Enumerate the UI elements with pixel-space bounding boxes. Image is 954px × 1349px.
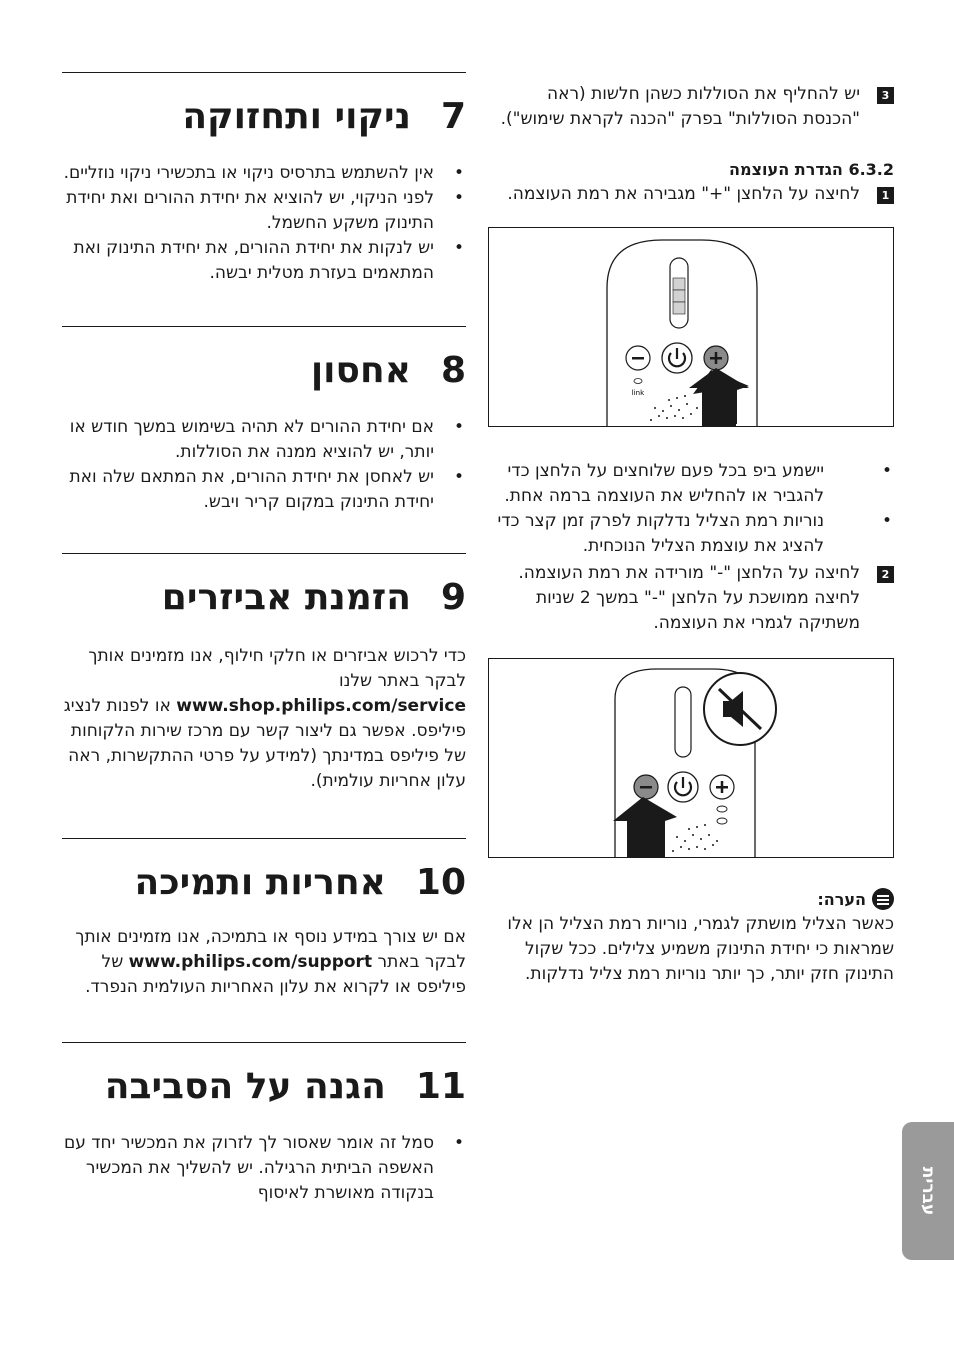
section-storage bbox=[62, 326, 466, 515]
section-accessories bbox=[62, 553, 466, 794]
list-item: • אם יחידת ההורים לא תהיה בשימוש במשך חודש או יותר, יש להוציא ממנה את הסוללות. bbox=[62, 415, 466, 465]
step-text: יש להחליף את הסוללות כשהן חלשות (ראה "הכנסת הסוללות" בפרק "הכנה לקראת שימוש"). bbox=[500, 84, 860, 129]
body-text: של פיליפס או לקרוא את עלון האחריות העולמית הנפרד. bbox=[85, 952, 466, 997]
step-text: לחיצה על הלחצן "-" מורידה את רמת העוצמה. לחיצה ממושכת על הלחצן "-" במשך 2 שניות משתיקה לגמרי את העוצמה. bbox=[518, 563, 860, 633]
step-text: לחיצה על הלחצן "+" מגבירה את רמת העוצמה. bbox=[507, 184, 860, 204]
list-item: • נוריות רמת הצליל נדלקות לפרק זמן קצר כדי להציג את עוצמת הצליל הנוכחית. bbox=[488, 509, 894, 559]
section-body bbox=[62, 644, 466, 794]
section-environment bbox=[62, 1042, 466, 1206]
body-text: כדי לרכוש אביזרים או חלקי חילוף, אנו מזמינים אותך לבקר באתר שלנו bbox=[88, 646, 466, 691]
section-number: 11 bbox=[415, 1065, 466, 1107]
list-item: • סמל זה אומר שאסור לך לזרוק את המכשיר יחד עם האשפה הביתית הרגילה. יש להשליך את המכשיר בנקודה מאושרת לאיסוף bbox=[62, 1131, 466, 1206]
link-label: link bbox=[631, 389, 645, 397]
note-icon bbox=[872, 888, 894, 910]
body-text: אם יש צורך במידע נוסף או בתמיכה, אנו מזמינים אותך לבקר באתר bbox=[75, 927, 466, 972]
volume-down-illustration bbox=[488, 658, 894, 858]
language-tab-label: עברית bbox=[918, 1166, 938, 1216]
section-body bbox=[62, 925, 466, 1000]
step-2 bbox=[488, 561, 894, 636]
bullet-list bbox=[62, 161, 466, 286]
step-3 bbox=[488, 82, 894, 132]
body-text: או לפנות לנציג פיליפס. אפשר גם ליצור קשר עם מרכז שירות הלקוחות של פיליפס במדינתך (למידע על פרטי ההתקשרות, ראה עלון אחריות עולמית). bbox=[63, 696, 466, 791]
note-text: כאשר הצליל מושתק לגמרי, נוריות רמת הצליל הן אלו שמראות כי יחידת התינוק משמיע צלילים. ככל שקול התינוק חזק יותר, כך יותר נוריות רמת צליל נדלקות. bbox=[507, 914, 894, 984]
left-column bbox=[62, 72, 466, 1206]
section-title: הזמנת אביזרים bbox=[161, 576, 411, 618]
language-tab bbox=[902, 1122, 954, 1260]
volume-up-illustration bbox=[488, 227, 894, 427]
list-item: • יש לאחסן את יחידת ההורים, את המתאם שלה ואת יחידת התינוק במקום קריר ויבש. bbox=[62, 465, 466, 515]
step-number: 1 bbox=[877, 187, 894, 204]
section-number: 7 bbox=[440, 95, 466, 137]
bullet-list bbox=[62, 415, 466, 515]
step-number: 3 bbox=[877, 87, 894, 104]
section-title: אחריות ותמיכה bbox=[134, 861, 386, 903]
subsection-heading: 6.3.2 הגדרת העוצמה bbox=[729, 160, 894, 179]
section-number: 10 bbox=[415, 861, 466, 903]
note-heading bbox=[488, 888, 894, 910]
section-warranty bbox=[62, 838, 466, 1000]
support-link[interactable]: www.philips.com/support bbox=[128, 952, 373, 972]
section-cleaning bbox=[62, 72, 466, 286]
step-1 bbox=[488, 182, 894, 207]
section-title: ניקוי ותחזוקה bbox=[182, 95, 411, 137]
shop-link[interactable]: www.shop.philips.com/service bbox=[176, 696, 466, 716]
list-item: • אין להשתמש בתרסיס ניקוי או בתכשירי ניקוי נוזליים. bbox=[62, 161, 466, 186]
section-title: אחסון bbox=[310, 349, 411, 391]
right-column bbox=[488, 72, 894, 987]
section-number: 8 bbox=[440, 349, 466, 391]
list-item: • יש לנקות את יחידת ההורים, את יחידת התינוק ואת המתאמים בעזרת מטלית יבשה. bbox=[62, 236, 466, 286]
bullet-list bbox=[488, 459, 894, 559]
note-label: הערה: bbox=[817, 889, 866, 909]
list-item: • יישמע ביפ בכל פעם שלוחצים על הלחצן כדי להגביר או להחליש את העוצמה ברמה אחת. bbox=[488, 459, 894, 509]
bullet-list bbox=[62, 1131, 466, 1206]
section-number: 9 bbox=[440, 576, 466, 618]
section-title: הגנה על הסביבה bbox=[104, 1065, 386, 1107]
step-number: 2 bbox=[877, 566, 894, 583]
list-item: • לפני הניקוי, יש להוציא את יחידת ההורים ואת יחידת התינוק משקע החשמל. bbox=[62, 186, 466, 236]
